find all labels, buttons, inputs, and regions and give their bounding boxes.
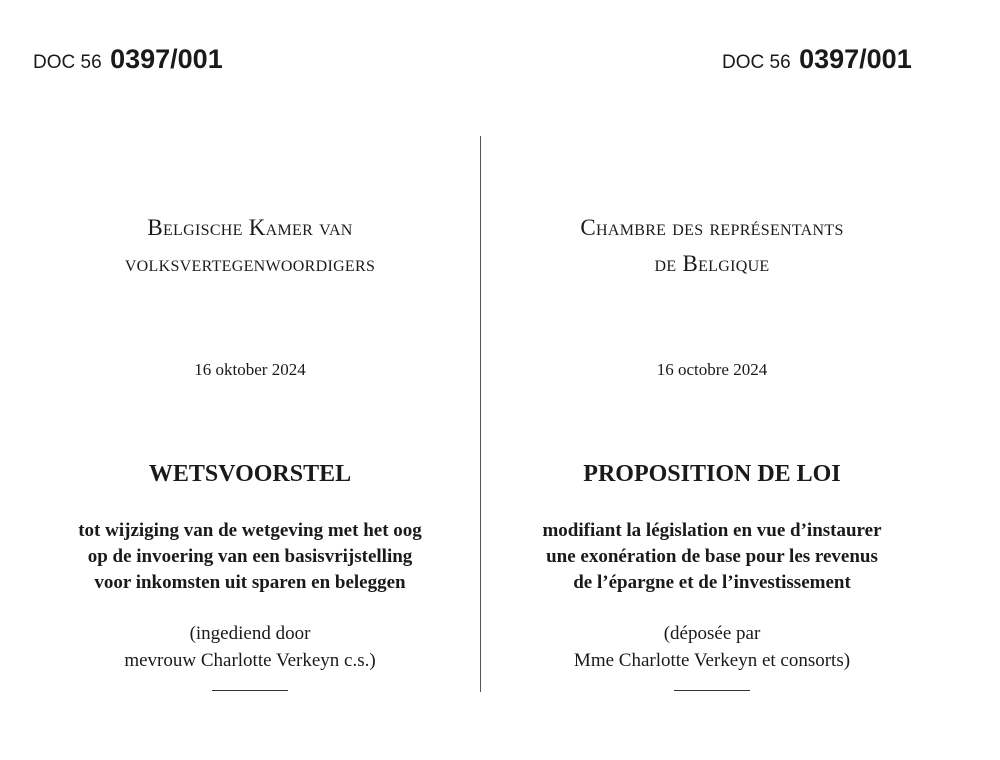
chamber-name — [502, 210, 922, 282]
doc-label: DOC 56 — [722, 52, 791, 73]
doc-reference-left — [33, 44, 223, 75]
document-subject — [40, 518, 460, 596]
doc-number: 0397/001 — [799, 44, 912, 74]
subject-line: op de invoering van een basisvrijstelling — [87, 546, 413, 567]
submitted-line: mevrouw Charlotte Verkeyn c.s.) — [124, 650, 376, 671]
subject-line: de l’épargne et de l’investissement — [573, 572, 851, 593]
closing-rule — [212, 690, 288, 691]
document-type: PROPOSITION DE LOI — [583, 461, 841, 487]
document-type: WETSVOORSTEL — [148, 461, 352, 487]
subject-line: une exonération de base pour les revenus — [546, 546, 878, 567]
doc-reference-right — [722, 44, 912, 75]
subject-line: modifiant la législation en vue d’instaurer — [542, 520, 882, 541]
subject-line: tot wijziging van de wetgeving met het oog — [78, 520, 422, 541]
chamber-name-line: volksvertegenwoordigers — [124, 251, 376, 276]
submitted-line: (ingediend door — [189, 623, 311, 644]
submitted-line: Mme Charlotte Verkeyn et consorts) — [573, 650, 851, 671]
column-divider — [480, 136, 481, 692]
document-subject — [502, 518, 922, 596]
doc-number: 0397/001 — [110, 44, 223, 74]
subject-line: voor inkomsten uit sparen en beleggen — [94, 572, 406, 593]
closing-rule — [674, 690, 750, 691]
chamber-name-line: Chambre des représentants — [580, 215, 844, 240]
submitted-line: (déposée par — [663, 623, 761, 644]
doc-label: DOC 56 — [33, 52, 102, 73]
document-date: 16 octobre 2024 — [656, 360, 768, 379]
chamber-name-line: de Belgique — [654, 251, 770, 276]
submitted-by — [502, 620, 922, 674]
document-date: 16 oktober 2024 — [194, 360, 306, 379]
submitted-by — [40, 620, 460, 674]
chamber-name-line: Belgische Kamer van — [147, 215, 353, 240]
chamber-name — [40, 210, 460, 282]
